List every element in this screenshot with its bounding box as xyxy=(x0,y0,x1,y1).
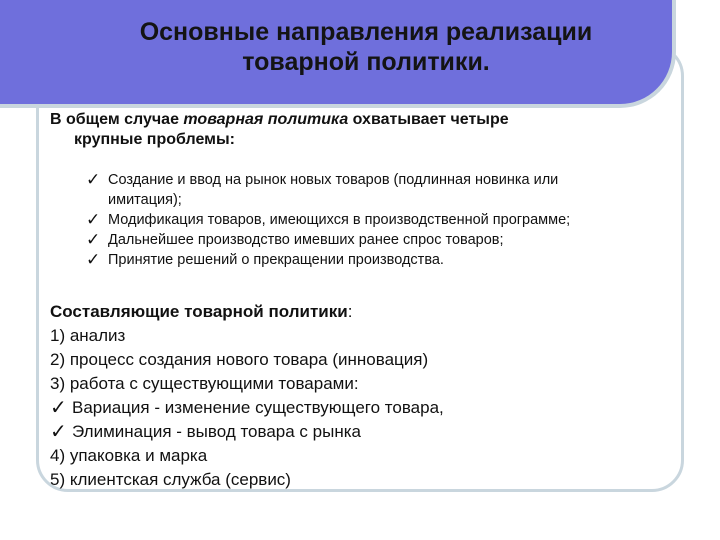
components-heading: Составляющие товарной политики xyxy=(50,302,348,321)
slide-title xyxy=(66,17,666,77)
intro-text xyxy=(50,110,670,150)
list-item: 3) работа с существующими товарами: xyxy=(50,374,359,393)
checkmark-icon: ✓ xyxy=(86,210,101,229)
checkmark-icon: ✓ xyxy=(86,230,101,249)
components-section xyxy=(50,300,670,492)
title-line-1: Основные направления реализации xyxy=(139,18,593,46)
title-line-2: товарной политики. xyxy=(242,48,490,76)
intro-part-2: охватывает четыре xyxy=(348,111,509,128)
checkmark-icon: ✓ xyxy=(50,421,67,443)
list-item xyxy=(86,210,686,230)
intro-part-1: В общем случае xyxy=(50,111,184,128)
list-item xyxy=(86,170,686,210)
problem-text-continued: имитация); xyxy=(108,192,182,208)
checked-item-text: Элиминация - вывод товара с рынка xyxy=(72,422,361,441)
problem-text: Модификация товаров, имеющихся в производственной программе; xyxy=(108,212,571,228)
problems-list xyxy=(86,170,686,270)
list-item: 4) упаковка и марка xyxy=(50,446,208,465)
checkmark-icon: ✓ xyxy=(50,397,67,419)
list-item xyxy=(86,230,686,250)
list-item xyxy=(50,396,670,420)
list-item xyxy=(86,250,686,270)
problem-text: Создание и ввод на рынок новых товаров (подлинная новинка или xyxy=(108,172,559,188)
problem-text: Дальнейшее производство имевших ранее спрос товаров; xyxy=(108,232,504,248)
list-item: 2) процесс создания нового товара (инновация) xyxy=(50,350,429,369)
list-item: 5) клиентская служба (сервис) xyxy=(50,470,291,489)
checkmark-icon: ✓ xyxy=(86,170,101,189)
list-item: 1) анализ xyxy=(50,326,126,345)
intro-italic: товарная политика xyxy=(183,111,349,128)
problem-text: Принятие решений о прекращении производства. xyxy=(108,252,444,268)
checked-item-text: Вариация - изменение существующего товара, xyxy=(72,398,444,417)
intro-line-2: крупные проблемы: xyxy=(74,131,235,148)
checkmark-icon: ✓ xyxy=(86,250,101,269)
list-item xyxy=(50,420,670,444)
components-heading-colon: : xyxy=(347,302,353,321)
components-heading-line xyxy=(50,300,670,324)
